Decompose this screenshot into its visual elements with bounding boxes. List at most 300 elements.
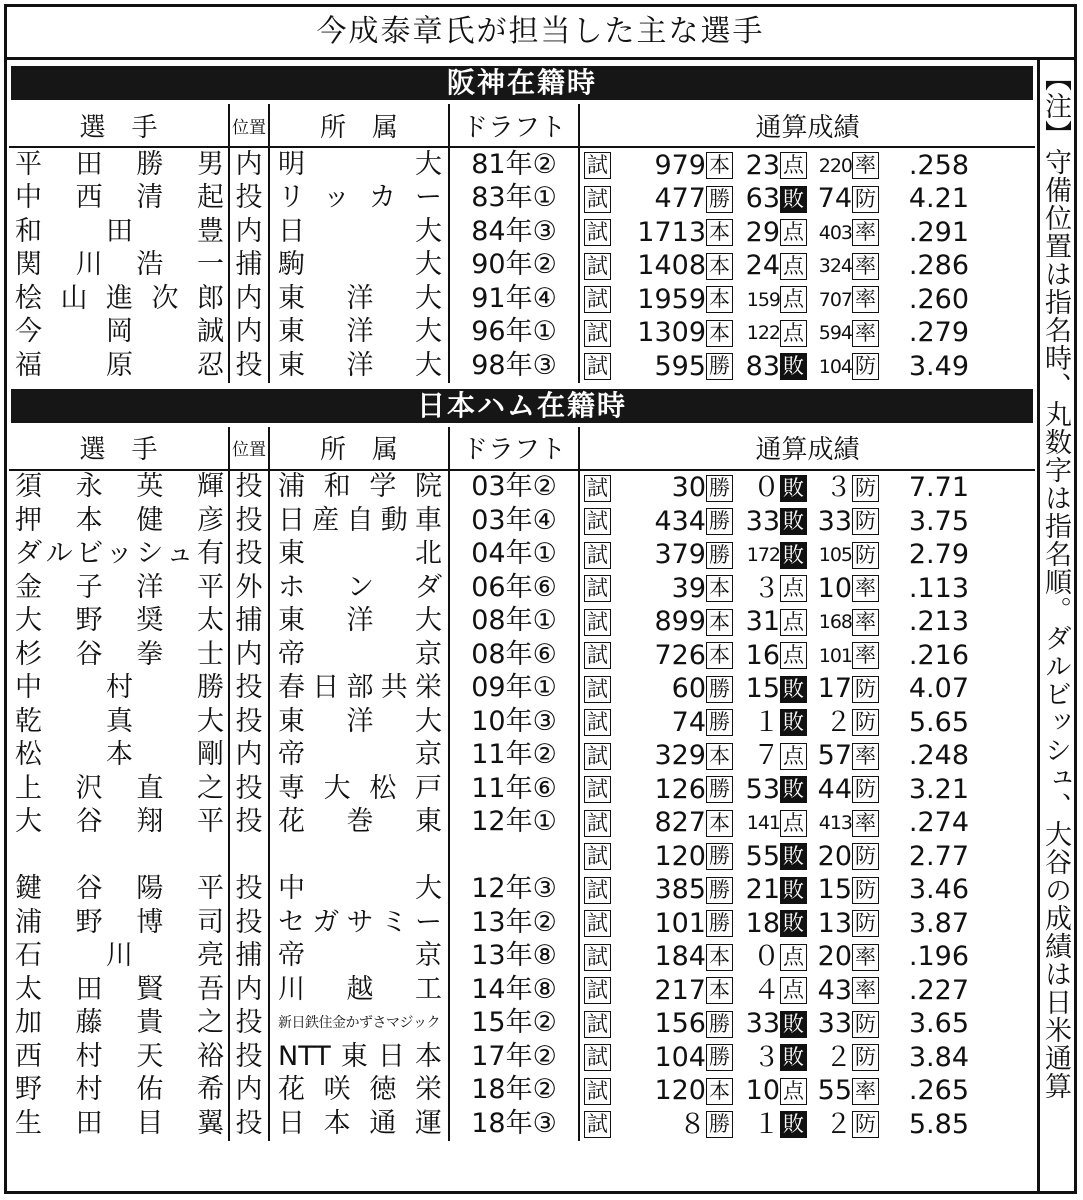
player-stats: [579, 1074, 1035, 1108]
player-team: [269, 839, 449, 873]
stat-value: ４: [753, 974, 780, 1006]
stat-item: [706, 975, 780, 1007]
stat-value: 156: [654, 1008, 706, 1039]
stat-value: ３: [753, 572, 780, 604]
stat-item: [852, 606, 969, 638]
player-team: 東洋大: [269, 705, 449, 739]
table-row: [9, 806, 1035, 840]
stat-value: 74: [817, 183, 852, 214]
stat-label: 敗: [780, 877, 807, 904]
table-row: [9, 1107, 1035, 1141]
stat-label: 防: [852, 1044, 879, 1071]
player-stats: [579, 973, 1035, 1007]
player-name: 金子洋平: [9, 571, 229, 605]
stat-value: 55: [745, 840, 780, 872]
stat-item: [706, 941, 780, 973]
stat-label: 点: [780, 810, 807, 837]
stat-item: [852, 472, 969, 504]
stat-item: [706, 841, 780, 873]
player-name: 西村天裕: [9, 1040, 229, 1074]
player-position: 捕: [229, 940, 269, 974]
stat-value: 979: [654, 149, 706, 181]
stat-label: 勝: [706, 186, 733, 213]
stat-value: .291: [908, 216, 969, 248]
player-stats: [579, 672, 1035, 706]
player-stats: [579, 906, 1035, 940]
stat-value: 413: [818, 812, 852, 834]
stat-value: 1959: [637, 283, 706, 315]
stat-value: 120: [654, 840, 706, 872]
player-draft: 04年①: [449, 538, 579, 572]
player-position: 捕: [229, 249, 269, 283]
player-name: 加藤貴之: [9, 1007, 229, 1041]
footnote: 【注】守備位置は指名時、丸数字は指名順。ダルビッシュ、大谷の成績は日米通算: [1037, 60, 1074, 1191]
stat-item: [706, 1042, 780, 1074]
stat-item: [780, 150, 852, 182]
player-team: 東洋大: [269, 316, 449, 350]
stat-value: 4.21: [908, 183, 969, 214]
stat-value: 1408: [637, 250, 706, 281]
stat-value: 63: [745, 183, 780, 214]
stat-item: [584, 1008, 706, 1040]
stat-item: [584, 1109, 706, 1141]
stat-label: 勝: [706, 1044, 733, 1071]
player-team: 明大: [269, 147, 449, 182]
stat-item: [780, 351, 852, 383]
stat-item: [852, 941, 969, 973]
stat-value: 104: [654, 1041, 706, 1073]
player-draft: 03年④: [449, 504, 579, 538]
stat-item: [852, 774, 969, 806]
stat-value: 141: [746, 812, 780, 834]
stat-value: 3.75: [908, 505, 969, 537]
player-draft: [449, 839, 579, 873]
stat-label: 試: [584, 575, 611, 602]
player-name: 福原忍: [9, 349, 229, 383]
table-row: [9, 873, 1035, 907]
stat-label: 本: [706, 743, 733, 770]
stat-value: 379: [654, 539, 706, 570]
stat-label: 点: [780, 977, 807, 1004]
stat-label: 防: [852, 910, 879, 937]
stat-item: [780, 573, 852, 605]
stat-value: ３: [825, 472, 852, 503]
player-name: 関川浩一: [9, 249, 229, 283]
stat-label: 試: [584, 843, 611, 870]
table-row: [9, 705, 1035, 739]
player-draft: 12年①: [449, 806, 579, 840]
stat-value: 20: [817, 840, 852, 872]
player-position: 投: [229, 538, 269, 572]
stat-label: 試: [584, 776, 611, 803]
stat-value: 120: [654, 1075, 706, 1106]
stat-label: 試: [584, 508, 611, 535]
stat-item: [584, 975, 706, 1007]
stat-item: [706, 539, 780, 571]
player-stats: [579, 638, 1035, 672]
stat-value: 101: [818, 644, 852, 667]
stat-item: [780, 807, 852, 839]
stat-value: 7.71: [908, 472, 969, 503]
stat-item: [780, 183, 852, 215]
table-row: [9, 973, 1035, 1007]
stat-value: 15: [745, 673, 780, 704]
stat-item: [852, 1008, 969, 1040]
stat-value: 15: [817, 874, 852, 905]
stat-item: [852, 506, 969, 538]
player-stats: [579, 839, 1035, 873]
player-position: 内: [229, 739, 269, 773]
stat-item: [706, 573, 780, 605]
stat-item: [584, 807, 706, 839]
header-name: 選 手: [9, 104, 229, 147]
player-name: 松本剛: [9, 739, 229, 773]
players-table: [9, 104, 1035, 383]
stat-value: 3.49: [908, 350, 969, 382]
player-name: 平田勝男: [9, 147, 229, 182]
player-team: 中大: [269, 873, 449, 907]
stat-value: 827: [654, 807, 706, 838]
table-row: [9, 772, 1035, 806]
player-position: 内: [229, 973, 269, 1007]
stat-item: [706, 284, 780, 316]
stat-item: [852, 250, 969, 282]
stat-value: 33: [817, 505, 852, 537]
player-position: 内: [229, 316, 269, 350]
stat-value: 105: [818, 544, 852, 566]
player-team: 浦和学院: [269, 470, 449, 505]
stat-value: 707: [818, 288, 852, 311]
player-team: セガサミー: [269, 906, 449, 940]
player-position: 投: [229, 705, 269, 739]
stat-item: [584, 351, 706, 383]
player-position: [229, 839, 269, 873]
stat-item: [584, 740, 706, 772]
stat-label: 試: [584, 320, 611, 347]
stat-label: 試: [584, 642, 611, 669]
player-stats: [579, 282, 1035, 316]
stat-item: [584, 539, 706, 571]
stat-value: ２: [825, 706, 852, 738]
stat-value: 57: [817, 740, 852, 771]
stat-item: [852, 740, 969, 772]
player-draft: 09年①: [449, 672, 579, 706]
player-name: 野村佑希: [9, 1074, 229, 1108]
stat-value: .260: [908, 283, 969, 315]
stat-value: 39: [671, 572, 706, 604]
player-position: 内: [229, 1074, 269, 1108]
stat-label: 勝: [706, 1011, 733, 1038]
stat-label: 防: [852, 353, 879, 380]
stat-item: [852, 673, 969, 705]
player-position: 投: [229, 470, 269, 505]
stat-value: 726: [654, 639, 706, 671]
player-team: 東洋大: [269, 349, 449, 383]
player-draft: 13年⑧: [449, 940, 579, 974]
stat-item: [852, 1075, 969, 1107]
stat-label: 本: [706, 1078, 733, 1105]
stat-label: 防: [852, 186, 879, 213]
stat-item: [780, 673, 852, 705]
stat-label: 点: [780, 219, 807, 246]
player-team: 花咲徳栄: [269, 1074, 449, 1108]
stat-value: 55: [817, 1075, 852, 1106]
stat-label: 試: [584, 1111, 611, 1138]
player-name: 和田豊: [9, 215, 229, 249]
table-row: [9, 249, 1035, 283]
header-position: 位置: [229, 104, 269, 147]
player-draft: 11年②: [449, 739, 579, 773]
table-row: [9, 1040, 1035, 1074]
player-team: 帝京: [269, 638, 449, 672]
stat-label: 点: [780, 320, 807, 347]
stat-item: [852, 150, 969, 182]
player-position: 内: [229, 215, 269, 249]
stat-item: [852, 317, 969, 349]
stat-value: 29: [745, 216, 780, 248]
header-team: 所 属: [269, 104, 449, 147]
table-row: [9, 538, 1035, 572]
stat-value: 1309: [637, 317, 706, 348]
stat-label: 点: [780, 253, 807, 280]
stat-label: 勝: [706, 353, 733, 380]
player-name: 大谷翔平: [9, 806, 229, 840]
stat-item: [852, 1109, 969, 1141]
player-stats: [579, 182, 1035, 216]
player-team: 花巻東: [269, 806, 449, 840]
player-position: 投: [229, 772, 269, 806]
stat-item: [584, 841, 706, 873]
player-stats: [579, 940, 1035, 974]
player-position: 投: [229, 504, 269, 538]
stat-label: 本: [706, 286, 733, 313]
player-position: 投: [229, 182, 269, 216]
stat-label: 試: [584, 152, 611, 179]
player-name: 石川亮: [9, 940, 229, 974]
player-team: ホンダ: [269, 571, 449, 605]
player-team: 帝京: [269, 940, 449, 974]
stat-value: 1713: [637, 216, 706, 248]
stat-value: 168: [818, 611, 852, 633]
stat-label: 試: [584, 1011, 611, 1038]
stat-item: [584, 183, 706, 215]
stat-item: [584, 707, 706, 739]
stat-item: [780, 284, 852, 316]
stat-label: 試: [584, 353, 611, 380]
player-position: 投: [229, 349, 269, 383]
player-team: 専大松戸: [269, 772, 449, 806]
stat-item: [706, 640, 780, 672]
stat-label: 試: [584, 743, 611, 770]
player-name: 大野奨太: [9, 605, 229, 639]
player-draft: 84年③: [449, 215, 579, 249]
stat-value: 324: [818, 255, 852, 277]
stat-value: 83: [745, 350, 780, 382]
stat-value: 20: [817, 941, 852, 972]
stat-value: .213: [908, 606, 969, 637]
player-stats: [579, 605, 1035, 639]
stat-item: [706, 807, 780, 839]
stat-item: [780, 317, 852, 349]
stat-label: 点: [780, 743, 807, 770]
stat-value: 17: [817, 673, 852, 704]
stat-value: 33: [745, 505, 780, 537]
stat-value: 385: [654, 874, 706, 905]
stat-value: 595: [654, 350, 706, 382]
stat-label: 試: [584, 1044, 611, 1071]
stat-item: [780, 707, 852, 739]
player-name: 押本健彦: [9, 504, 229, 538]
stat-item: [780, 908, 852, 940]
player-team: 日産自動車: [269, 504, 449, 538]
stat-value: 23: [745, 149, 780, 181]
stat-item: [706, 183, 780, 215]
player-stats: [579, 806, 1035, 840]
stat-item: [706, 217, 780, 249]
table-row: [9, 282, 1035, 316]
table-header: [9, 427, 1035, 470]
player-draft: 91年④: [449, 282, 579, 316]
stat-item: [584, 606, 706, 638]
stat-value: 172: [746, 544, 780, 566]
table-row: [9, 940, 1035, 974]
stat-label: 敗: [780, 910, 807, 937]
player-name: 鍵谷陽平: [9, 873, 229, 907]
player-draft: 06年⑥: [449, 571, 579, 605]
header-draft: ドラフト: [449, 104, 579, 147]
header-draft: ドラフト: [449, 427, 579, 470]
stat-item: [852, 707, 969, 739]
stat-item: [852, 351, 969, 383]
player-name: 太田賢吾: [9, 973, 229, 1007]
player-stats: [579, 504, 1035, 538]
stat-label: 敗: [780, 475, 807, 502]
stat-item: [584, 250, 706, 282]
player-position: 捕: [229, 605, 269, 639]
player-position: 内: [229, 638, 269, 672]
stat-label: 本: [706, 152, 733, 179]
header-position: 位置: [229, 427, 269, 470]
table-frame: [4, 4, 1077, 1194]
stat-label: 勝: [706, 709, 733, 736]
stat-label: 勝: [706, 877, 733, 904]
stat-item: [584, 506, 706, 538]
player-stats: [579, 571, 1035, 605]
stat-value: 101: [654, 907, 706, 939]
player-draft: 12年③: [449, 873, 579, 907]
player-position: 投: [229, 672, 269, 706]
stat-value: .279: [908, 317, 969, 348]
stat-item: [706, 472, 780, 504]
stat-value: 104: [818, 355, 852, 378]
player-stats: [579, 316, 1035, 350]
player-stats: [579, 470, 1035, 505]
stat-item: [780, 874, 852, 906]
stat-label: 本: [706, 977, 733, 1004]
stat-value: ０: [753, 941, 780, 972]
player-stats: [579, 1007, 1035, 1041]
stat-item: [584, 217, 706, 249]
player-draft: 83年①: [449, 182, 579, 216]
stat-label: 防: [852, 709, 879, 736]
stat-value: 126: [654, 773, 706, 805]
stat-label: 点: [780, 1078, 807, 1105]
player-position: 投: [229, 806, 269, 840]
stat-label: 敗: [780, 1111, 807, 1138]
stat-item: [584, 573, 706, 605]
stat-label: 試: [584, 542, 611, 569]
stat-item: [852, 841, 969, 873]
stat-item: [780, 1109, 852, 1141]
player-name: 上沢直之: [9, 772, 229, 806]
stat-item: [706, 150, 780, 182]
stat-value: 74: [671, 706, 706, 738]
table-row: [9, 316, 1035, 350]
stat-item: [706, 740, 780, 772]
player-team: 帝京: [269, 739, 449, 773]
stat-value: 3.21: [908, 773, 969, 805]
table-row: [9, 839, 1035, 873]
stat-label: 防: [852, 877, 879, 904]
stat-value: 33: [745, 1008, 780, 1039]
player-position: 投: [229, 1007, 269, 1041]
stat-value: 10: [817, 572, 852, 604]
stat-label: 点: [780, 286, 807, 313]
stat-label: 点: [780, 944, 807, 971]
stat-item: [584, 774, 706, 806]
header-stats: 通算成績: [579, 427, 1035, 470]
player-name: [9, 839, 229, 873]
stat-item: [780, 640, 852, 672]
stat-item: [584, 673, 706, 705]
stat-value: .286: [908, 250, 969, 281]
stat-label: 敗: [780, 843, 807, 870]
stat-label: 率: [852, 286, 879, 313]
player-name: 中西清起: [9, 182, 229, 216]
stat-item: [852, 284, 969, 316]
table-row: [9, 1074, 1035, 1108]
stat-label: 試: [584, 810, 611, 837]
header-name: 選 手: [9, 427, 229, 470]
player-draft: 08年①: [449, 605, 579, 639]
stat-item: [852, 573, 969, 605]
stat-value: .216: [908, 639, 969, 671]
stat-item: [780, 506, 852, 538]
stat-label: 率: [852, 944, 879, 971]
player-draft: 96年①: [449, 316, 579, 350]
player-stats: [579, 772, 1035, 806]
player-position: 外: [229, 571, 269, 605]
stat-item: [706, 1109, 780, 1141]
table-row: [9, 638, 1035, 672]
stat-value: 10: [745, 1075, 780, 1106]
stat-value: 53: [745, 773, 780, 805]
player-name: 杉谷拳士: [9, 638, 229, 672]
player-name: 生田目翼: [9, 1107, 229, 1141]
stat-label: 試: [584, 609, 611, 636]
main-content: [7, 60, 1037, 1191]
stat-value: 30: [671, 472, 706, 503]
stat-label: 本: [706, 253, 733, 280]
table-row: [9, 349, 1035, 383]
stat-value: ７: [753, 740, 780, 771]
stat-value: 21: [745, 874, 780, 905]
player-team: NTT東日本: [269, 1040, 449, 1074]
stat-label: 試: [584, 944, 611, 971]
player-name: ダルビッシュ有: [9, 538, 229, 572]
player-team: 東北: [269, 538, 449, 572]
stat-label: 試: [584, 219, 611, 246]
